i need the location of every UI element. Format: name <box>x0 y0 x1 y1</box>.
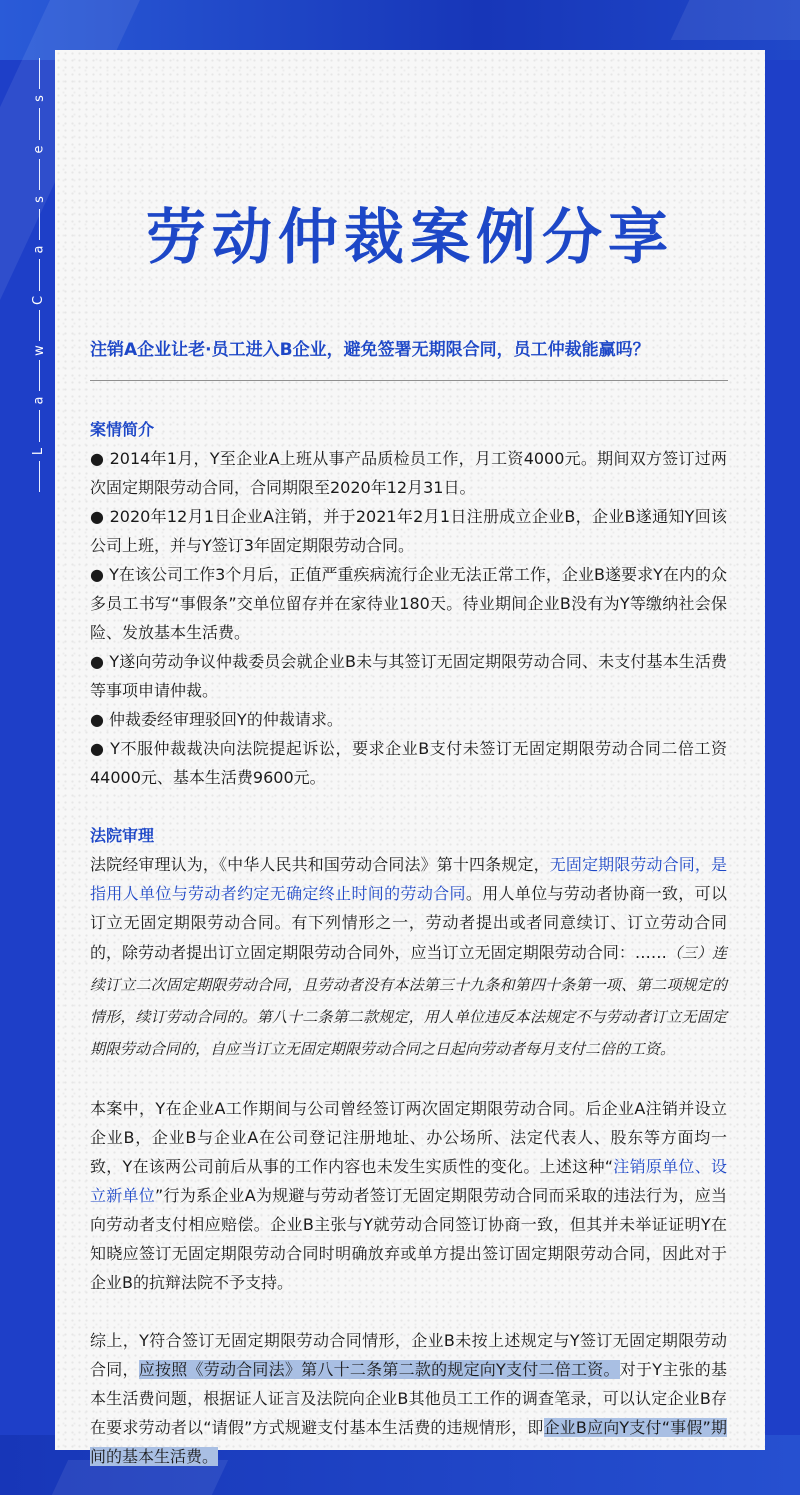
court-paragraph-2 <box>90 1094 727 1297</box>
decorative-stripe <box>671 0 800 40</box>
court-paragraph-3 <box>90 1326 727 1471</box>
section-heading-case-summary: 案情简介 <box>90 420 155 439</box>
rail-line <box>39 209 40 240</box>
case-item: ● 仲裁委经审理驳回Y的仲裁请求。 <box>90 705 727 734</box>
case-item: ● Y在该公司工作3个月后，正值严重疾病流行企业无法正常工作，企业B遂要求Y在内的众多员工书写“事假条”交单位留存并在家待业180天。待业期间企业B没有为Y等缴纳社会保险、发放基本生活费。 <box>90 560 727 647</box>
quoted-law-text: （三）连续订立二次固定期限劳动合同，且劳动者没有本法第三十九条和第四十条第一项、第二项规定的情形，续订劳动合同的。第八十二条第二款规定，用人单位违反本法规定不与劳动者订立无固定期限劳动合同的，自应当订立无固定期限劳动合同之日起向劳动者每月支付二倍的工资。 <box>90 944 727 1058</box>
rail-line <box>39 410 40 441</box>
rail-line <box>39 159 40 190</box>
rail-line <box>39 360 40 391</box>
page-title: 劳动仲裁案例分享 <box>146 203 674 273</box>
case-item: ● 2020年12月1日企业A注销，并于2021年2月1日注册成立企业B，企业B遂通知Y回该公司上班，并与Y签订3年固定期限劳动合同。 <box>90 502 727 560</box>
rail-letter: s <box>31 95 47 103</box>
highlighted-conclusion: 应按照《劳动合同法》第八十二条第二款的规定向Y支付二倍工资。 <box>138 1360 620 1379</box>
rail-letter: C <box>31 295 47 305</box>
rail-line <box>39 310 40 341</box>
case-item: ● Y遂向劳动争议仲裁委员会就企业B未与其签订无固定期限劳动合同、未支付基本生活费等事项申请仲裁。 <box>90 647 727 705</box>
text-span: 本案中，Y在企业A工作期间与公司曾经签订两次固定期限劳动合同。后企业A注销并设立企业B，企业B与企业A在公司登记注册地址、办公场所、法定代表人、股东等方面均一致，Y在该两公司前后从事的工作内容也未发生实质性的变化。上述这种“ <box>90 1099 727 1176</box>
text-span: 。用人单位与劳动者协商一致，可以订立无固定期限劳动合同。有下列情形之一，劳动者提出或者同意续订、订立劳动合同的，除劳动者提出订立固定期限劳动合同外，应当订立无固定期限劳动合同：…… <box>90 884 727 962</box>
rail-line <box>39 259 40 290</box>
rail-letter: L <box>31 447 47 455</box>
side-rail-law-cases <box>29 55 49 495</box>
case-item: ● 2014年1月，Y至企业A上班从事产品质检员工作，月工资4000元。期间双方签订过两次固定期限劳动合同，合同期限至2020年12月31日。 <box>90 444 727 502</box>
highlighted-conclusion: 企业B应向Y支付“事假”期间的基本生活费。 <box>90 1418 727 1466</box>
rail-line <box>39 461 40 492</box>
case-item: ● Y不服仲裁裁决向法院提起诉讼，要求企业B支付未签订无固定期限劳动合同二倍工资44000元、基本生活费9600元。 <box>90 734 727 792</box>
text-span: ”行为系企业A为规避与劳动者签订无固定期限劳动合同而采取的违法行为，应当向劳动者支付相应赔偿。企业B主张与Y就劳动合同签订协商一致，但其并未举证证明Y在知晓应签订无固定期限劳动合同时明确放弃或单方提出签订固定期限劳动合同，因此对于企业B的抗辩法院不予支持。 <box>90 1186 727 1292</box>
rail-letter: w <box>31 345 47 356</box>
rail-line <box>39 58 40 89</box>
rail-letter: s <box>31 196 47 203</box>
rail-letter: a <box>31 245 47 254</box>
text-span: 综上，Y符合签订无固定期限劳动合同情形，企业B未按上述规定与Y签订无固定期限劳动合同， <box>90 1331 727 1379</box>
rail-letter: e <box>31 145 47 154</box>
court-paragraph-1 <box>90 850 727 1065</box>
text-span: 法院经审理认为，《中华人民共和国劳动合同法》第十四条规定， <box>90 855 550 874</box>
content-panel <box>55 50 765 1466</box>
rail-letter: a <box>31 396 47 405</box>
text-span: 对于Y主张的基本生活费问题，根据证人证言及法院向企业B其他员工工作的调查笔录，可以认定企业B存在要求劳动者以“请假”方式规避支付基本生活费的违规情形，即 <box>90 1360 727 1437</box>
article-body <box>90 415 727 1471</box>
rail-line <box>39 108 40 139</box>
divider <box>90 380 728 381</box>
subtitle: 注销A企业让老·员工进入B企业，避免签署无期限合同，员工仲裁能赢吗？ <box>90 340 650 360</box>
section-heading-court-review: 法院审理 <box>90 826 155 845</box>
emphasis-text: 注销原单位、设立新单位 <box>90 1157 727 1205</box>
emphasis-text: 无固定期限劳动合同，是指用人单位与劳动者约定无确定终止时间的劳动合同 <box>90 855 727 903</box>
